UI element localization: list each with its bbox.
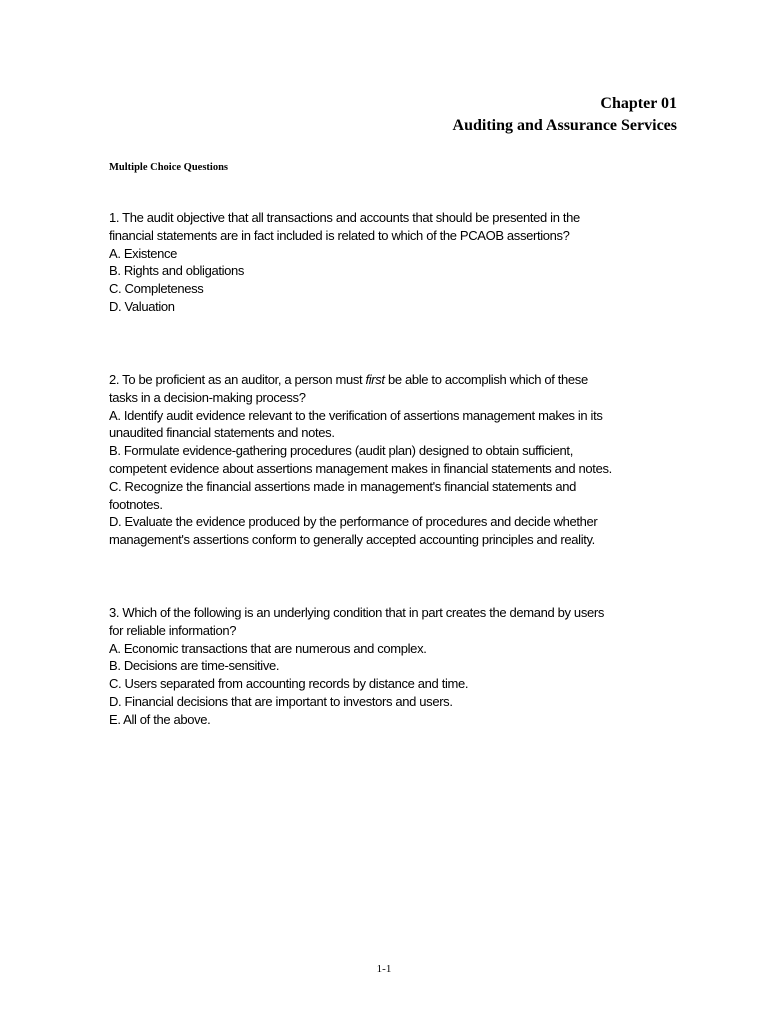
question-stem-line: 3. Which of the following is an underlying condition that in part creates the demand by users xyxy=(109,605,604,620)
question-stem-line: financial statements are in fact included is related to which of the PCAOB assertions? xyxy=(109,227,570,243)
answer-option-continued: unaudited financial statements and notes. xyxy=(109,425,335,441)
answer-option: A. Economic transactions that are numerous and complex. xyxy=(109,640,427,656)
question-stem-emphasis: first xyxy=(365,372,385,387)
question-stem-suffix: be able to accomplish which of these xyxy=(384,372,588,387)
answer-option: C. Recognize the financial assertions made in management's financial statements and xyxy=(109,478,576,494)
page-number: 1-1 xyxy=(376,963,392,975)
section-title: Multiple Choice Questions xyxy=(109,162,229,173)
question-stem-line: 1. The audit objective that all transactions and accounts that should be presented in the xyxy=(109,210,580,225)
question-stem-line: tasks in a decision-making process? xyxy=(109,389,306,405)
question-stem-line: for reliable information? xyxy=(109,622,237,638)
answer-option-continued: competent evidence about assertions management makes in financial statements and notes. xyxy=(109,460,612,476)
answer-option: D. Financial decisions that are important to investors and users. xyxy=(109,693,453,709)
question-stem-line xyxy=(109,371,669,389)
answer-option: B. Decisions are time-sensitive. xyxy=(109,658,280,674)
answer-option: A. Identify audit evidence relevant to the verification of assertions management makes in its xyxy=(109,407,603,423)
answer-option: A. Existence xyxy=(109,245,178,261)
chapter-number: Chapter 01 xyxy=(600,95,677,112)
answer-option: B. Rights and obligations xyxy=(109,263,245,279)
answer-option-continued: management's assertions conform to generally accepted accounting principles and reality. xyxy=(109,532,595,548)
answer-option: C. Completeness xyxy=(109,281,204,297)
answer-option: C. Users separated from accounting records by distance and time. xyxy=(109,676,469,692)
answer-option-continued: footnotes. xyxy=(109,496,163,512)
question-3 xyxy=(109,604,669,729)
chapter-title: Auditing and Assurance Services xyxy=(452,117,677,134)
answer-option: D. Evaluate the evidence produced by the performance of procedures and decide whether xyxy=(109,514,598,530)
question-stem-prefix: 2. To be proficient as an auditor, a person must xyxy=(109,372,366,387)
chapter-header xyxy=(453,93,677,137)
answer-option: E. All of the above. xyxy=(109,711,211,727)
question-1 xyxy=(109,209,669,316)
answer-option: D. Valuation xyxy=(109,298,175,314)
question-2 xyxy=(109,371,669,549)
answer-option: B. Formulate evidence-gathering procedures (audit plan) designed to obtain sufficient, xyxy=(109,443,573,459)
